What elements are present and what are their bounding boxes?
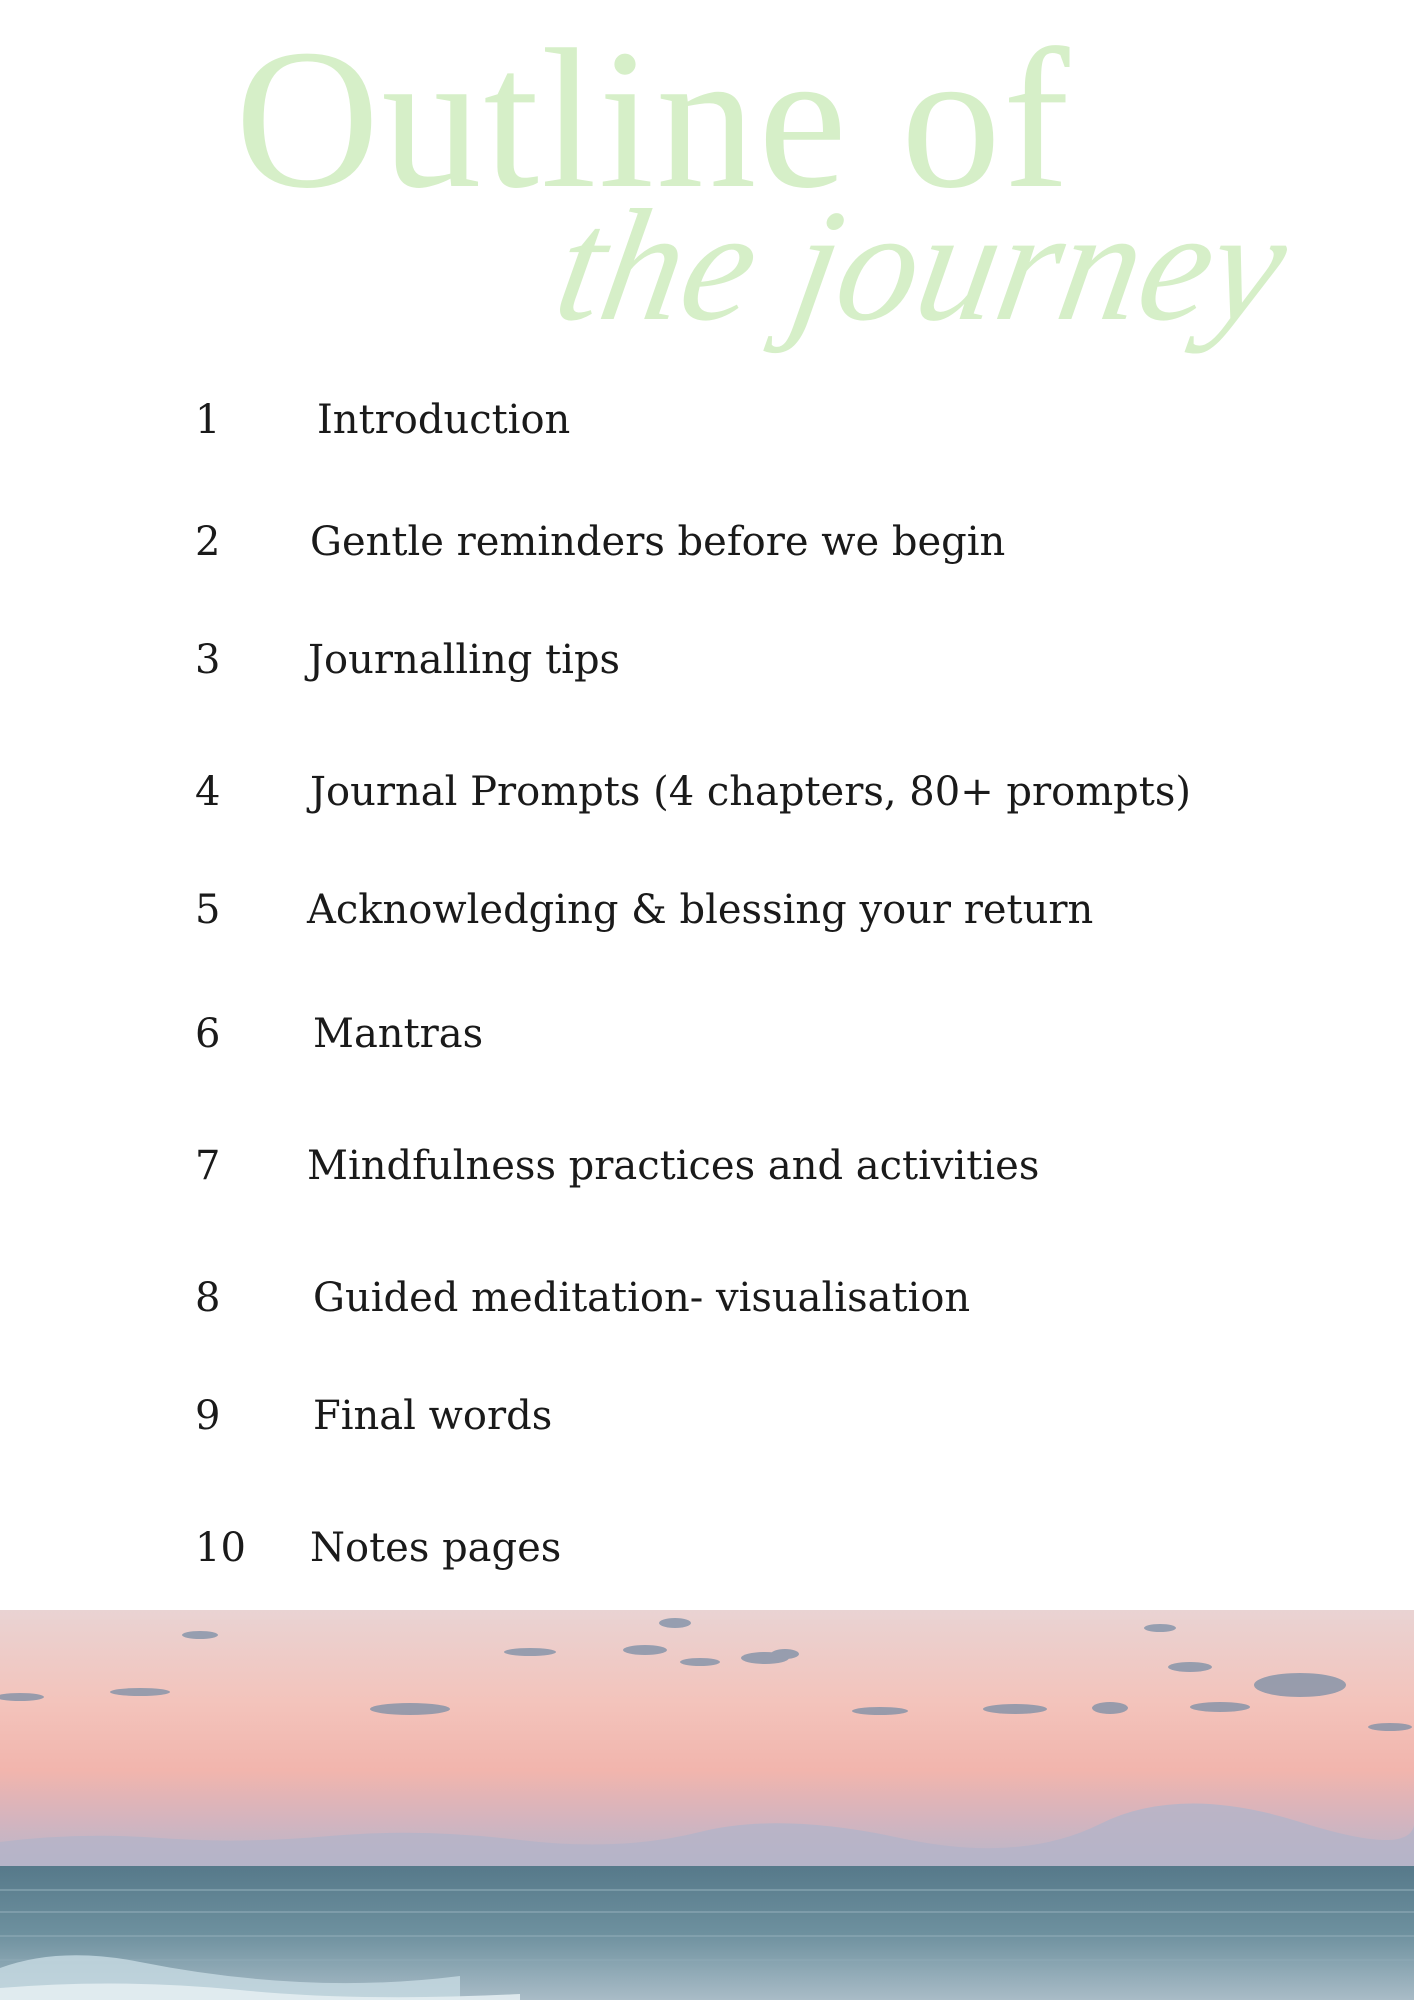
toc-label: Journalling tips — [308, 637, 621, 683]
toc-label: Guided meditation- visualisation — [313, 1275, 971, 1321]
toc-label: Mindfulness practices and activities — [307, 1143, 1040, 1189]
toc-item — [195, 762, 1245, 822]
toc-number: 3 — [195, 637, 221, 683]
toc-number: 5 — [195, 887, 221, 933]
toc-item — [195, 1386, 1245, 1446]
toc-label: Introduction — [317, 397, 571, 443]
toc-number: 7 — [195, 1143, 221, 1189]
page-title-outline: Outline of — [235, 9, 1072, 230]
toc-number: 9 — [195, 1393, 221, 1439]
toc-label: Notes pages — [310, 1525, 562, 1571]
page-title-journey: the journey — [544, 176, 1300, 354]
toc-item — [195, 880, 1245, 940]
toc-item — [195, 1136, 1245, 1196]
toc-item — [195, 1268, 1245, 1328]
toc-label: Acknowledging & blessing your return — [307, 887, 1094, 933]
toc-number: 2 — [195, 519, 221, 565]
toc-item — [195, 390, 1245, 450]
toc-item — [195, 630, 1245, 690]
toc-item — [195, 1518, 1245, 1578]
toc-label: Journal Prompts (4 chapters, 80+ prompts) — [310, 769, 1191, 815]
toc-number: 1 — [195, 397, 221, 443]
toc-item — [195, 512, 1245, 572]
toc-item — [195, 1004, 1245, 1064]
toc-number: 10 — [195, 1525, 246, 1571]
ocean-sunset-photo — [0, 1610, 1414, 2000]
toc-number: 8 — [195, 1275, 221, 1321]
toc-label: Mantras — [313, 1011, 484, 1057]
toc-number: 6 — [195, 1011, 221, 1057]
toc-label: Gentle reminders before we begin — [310, 519, 1006, 565]
ocean-sunset-illustration — [0, 1610, 1414, 2000]
toc-number: 4 — [195, 769, 221, 815]
toc-label: Final words — [313, 1393, 553, 1439]
